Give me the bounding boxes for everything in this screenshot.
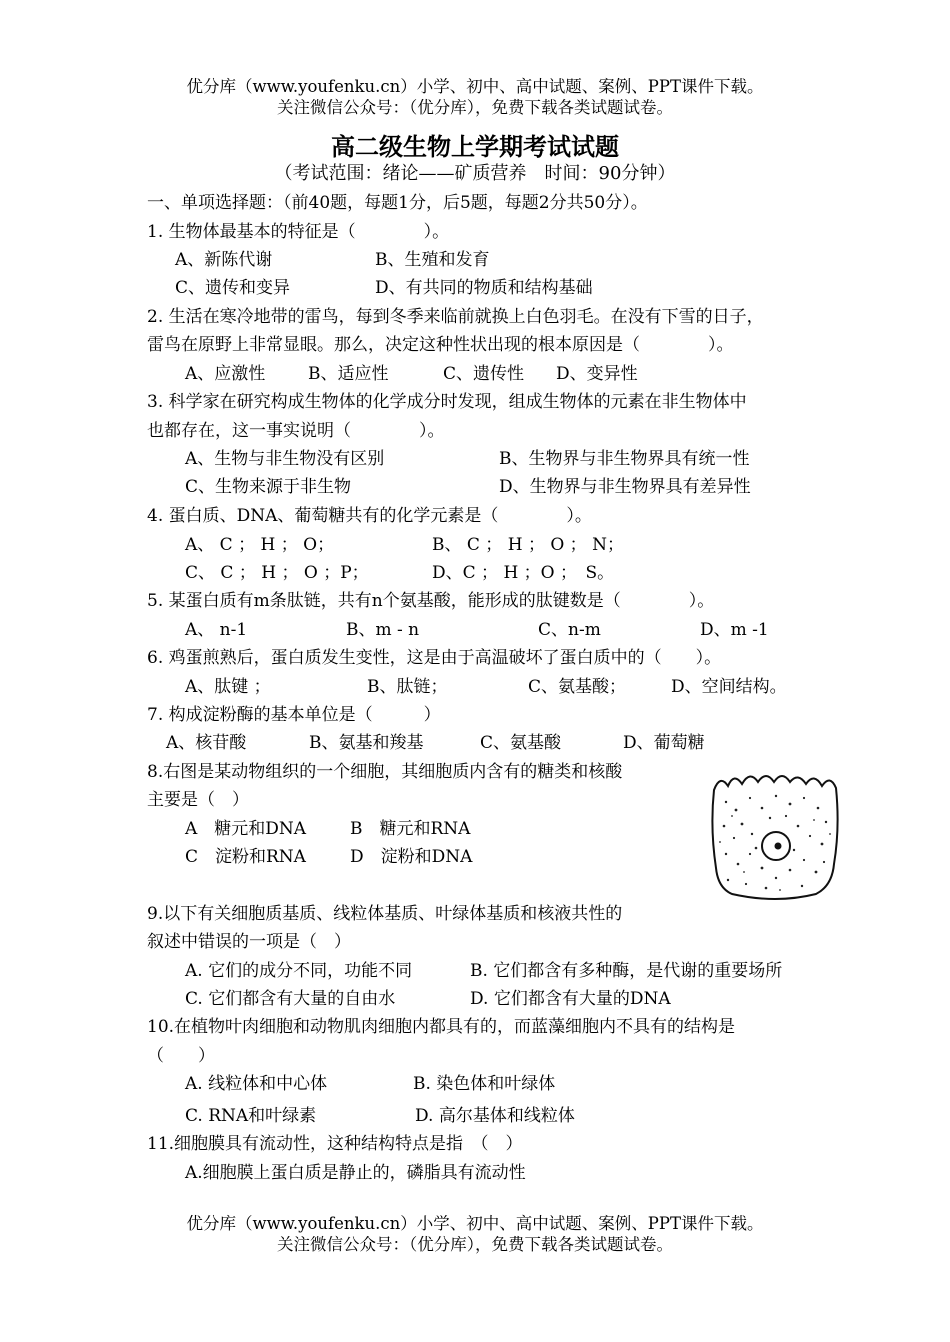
question-1-option-d: D、有共同的物质和结构基础	[375, 278, 593, 298]
question-9-option-b: B. 它们都含有多种酶，是代谢的重要场所	[470, 961, 783, 981]
question-2-option-b: B、适应性	[308, 364, 389, 384]
question-11-option-a: A.细胞膜上蛋白质是静止的，磷脂具有流动性	[185, 1163, 526, 1183]
nucleolus	[775, 843, 782, 850]
question-8-stem-1: 8.右图是某动物组织的一个细胞，其细胞质内含有的糖类和核酸	[147, 762, 623, 782]
question-4-option-c: C、 C ； H ； O ；P；	[185, 563, 369, 583]
question-6-option-b: B、肽链；	[367, 677, 448, 697]
question-8-option-a: A 糖元和DNA	[185, 819, 307, 839]
question-9-stem-1: 9.以下有关细胞质基质、线粒体基质、叶绿体基质和核液共性的	[147, 904, 623, 924]
question-6-option-c: C、氨基酸；	[528, 677, 627, 697]
page-subtitle: （考试范围：绪论——矿质营养 时间：90分钟）	[274, 163, 676, 184]
question-8-option-d: D 淀粉和DNA	[350, 847, 473, 867]
question-2-stem-1: 2. 生活在寒冷地带的雷鸟，每到冬季来临前就换上白色羽毛。在没有下雪的日子，	[147, 307, 764, 327]
question-3-option-d: D、生物界与非生物界具有差异性	[499, 477, 751, 497]
question-3-option-c: C、生物来源于非生物	[185, 477, 352, 497]
question-10-option-a: A. 线粒体和中心体	[185, 1074, 328, 1094]
question-10-stem-1: 10.在植物叶肉细胞和动物肌肉细胞内都具有的，而蓝藻细胞内不具有的结构是	[147, 1017, 736, 1037]
question-7-option-c: C、氨基酸	[480, 733, 562, 753]
question-9-option-a: A. 它们的成分不同，功能不同	[185, 961, 413, 981]
question-7-option-a: A、核苷酸	[166, 733, 247, 753]
question-4-option-d: D、C ； H ；O ； S。	[432, 563, 615, 583]
question-10-option-d: D. 高尔基体和线粒体	[415, 1106, 575, 1126]
question-11-stem: 11.细胞膜具有流动性，这种结构特点是指 （ ）	[147, 1134, 523, 1154]
animal-cell-illustration	[706, 768, 846, 904]
question-6-option-a: A、肽键 ；	[185, 677, 271, 697]
question-9-option-d: D. 它们都含有大量的DNA	[470, 989, 671, 1009]
question-7-stem: 7. 构成淀粉酶的基本单位是（ ）	[147, 705, 441, 725]
section-heading: 一、单项选择题：（前40题，每题1分，后5题，每题2分共50分）。	[147, 193, 648, 213]
question-4-stem: 4. 蛋白质、DNA、葡萄糖共有的化学元素是（ ）。	[147, 506, 592, 526]
question-2-option-a: A、应激性	[185, 364, 266, 384]
page-title: 高二级生物上学期考试试题	[331, 132, 619, 161]
question-5-stem: 5. 某蛋白质有m条肽链，共有n个氨基酸，能形成的肽键数是（ ）。	[147, 591, 715, 611]
header-line-2: 关注微信公众号：（优分库），免费下载各类试题试卷。	[277, 98, 673, 117]
question-1-option-b: B、生殖和发育	[375, 250, 490, 270]
question-3-option-b: B、生物界与非生物界具有统一性	[499, 449, 750, 469]
question-7-option-b: B、氨基和羧基	[309, 733, 424, 753]
question-5-option-a: A、 n-1	[185, 620, 248, 640]
question-10-stem-2: （ ）	[147, 1046, 215, 1066]
question-2-option-d: D、变异性	[556, 364, 638, 384]
question-8-stem-2: 主要是（ ）	[147, 790, 249, 810]
question-5-option-d: D、m -1	[700, 620, 769, 640]
question-10-option-b: B. 染色体和叶绿体	[413, 1074, 556, 1094]
question-2-option-c: C、遗传性	[443, 364, 525, 384]
question-8-option-b: B 糖元和RNA	[350, 819, 471, 839]
question-4-option-b: B、 C ； H ； O ； N；	[432, 535, 624, 555]
question-1-option-c: C、遗传和变异	[175, 278, 291, 298]
question-6-stem: 6. 鸡蛋煎熟后，蛋白质发生变性，这是由于高温破坏了蛋白质中的（ ）。	[147, 648, 722, 668]
question-3-stem-1: 3. 科学家在研究构成生物体的化学成分时发现，组成生物体的元素在非生物体中	[147, 392, 747, 412]
footer-line-2: 关注微信公众号：（优分库），免费下载各类试题试卷。	[277, 1235, 673, 1254]
question-9-option-c: C. 它们都含有大量的自由水	[185, 989, 396, 1009]
question-8-option-c: C 淀粉和RNA	[185, 847, 306, 867]
question-3-stem-2: 也都存在，这一事实说明（ ）。	[147, 421, 445, 441]
question-1-stem: 1. 生物体最基本的特征是（ ）。	[147, 222, 450, 242]
question-1-option-a: A、新陈代谢	[175, 250, 273, 270]
footer-line-1: 优分库（www.youfenku.cn）小学、初中、高中试题、案例、PPT课件下载。	[186, 1214, 764, 1233]
question-9-stem-2: 叙述中错误的一项是（ ）	[147, 932, 351, 952]
question-6-option-d: D、空间结构。	[671, 677, 787, 697]
question-2-stem-2: 雷鸟在原野上非常显眼。那么，决定这种性状出现的根本原因是（ ）。	[147, 335, 734, 355]
question-5-option-b: B、m - n	[346, 620, 420, 640]
question-5-option-c: C、n-m	[538, 620, 601, 640]
question-7-option-d: D、葡萄糖	[623, 733, 705, 753]
header-line-1: 优分库（www.youfenku.cn）小学、初中、高中试题、案例、PPT课件下载。	[186, 77, 764, 96]
question-10-option-c: C. RNA和叶绿素	[185, 1106, 317, 1126]
question-4-option-a: A、 C ； H ； O；	[185, 535, 335, 555]
question-3-option-a: A、生物与非生物没有区别	[185, 449, 385, 469]
